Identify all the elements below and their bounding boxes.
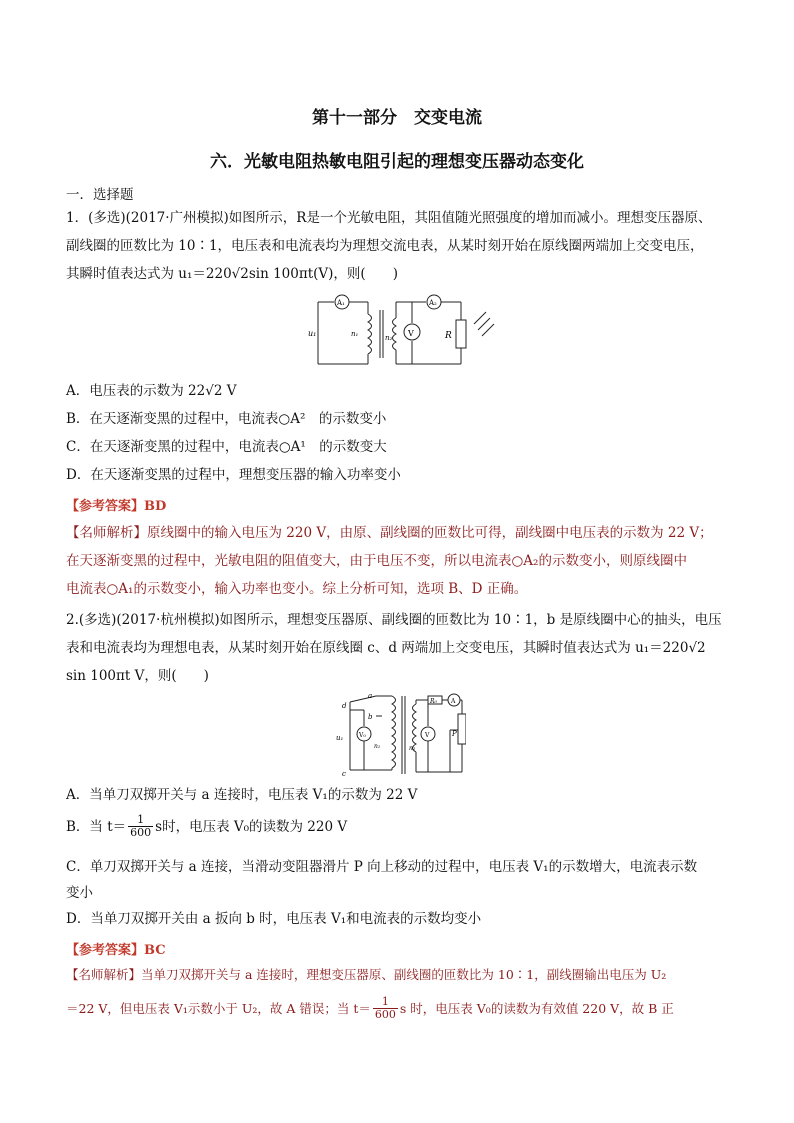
q2-answer: 【参考答案】BC xyxy=(66,943,166,958)
q1-fig-v: V xyxy=(408,329,414,338)
q2-fig-p: P xyxy=(452,730,457,738)
q1-fig-a2: A₂ xyxy=(429,299,437,307)
q1-option-d: D．在天逐渐变黑的过程中，理想变压器的输入功率变小 xyxy=(66,467,401,483)
q2-option-b-fraction xyxy=(128,814,153,839)
q1-fig-n1: n₁ xyxy=(351,330,359,338)
q2-analysis-line2-prefix: ＝22 V，但电压表 V₁示数小于 U₂，故 A 错误；当 t＝ xyxy=(66,1000,371,1016)
q1-line3: 其瞬时值表达式为 u₁＝220√2sin 100πt(V)，则( ) xyxy=(66,266,398,282)
q1-option-a: A．电压表的示数为 22√2 V xyxy=(66,383,237,399)
q2-fig-n2: n₂ xyxy=(409,745,416,752)
q2-analysis-line1: 【名师解析】当单刀双掷开关与 a 连接时，理想变压器原、副线圈的匝数比为 10∶1，副线圈输出电压为 U₂ xyxy=(66,967,667,982)
q2-option-b xyxy=(66,814,347,839)
section-title: 六．光敏电阻热敏电阻引起的理想变压器动态变化 xyxy=(210,152,584,172)
q1-option-b: B．在天逐渐变黑的过程中，电流表○A² 的示数变小 xyxy=(66,411,387,427)
q2-option-b-numerator: 1 xyxy=(128,814,153,827)
q1-fig-u1: u₁ xyxy=(308,329,317,338)
q1-analysis-line1: 【名师解析】原线圈中的输入电压为 220 V，由原、副线圈的匝数比可得，副线圈中电压表的示数为 22 V； xyxy=(66,525,713,541)
section-heading: 一．选择题 xyxy=(66,187,134,203)
q2-analysis-line2 xyxy=(66,996,674,1021)
q1-option-c: C．在天逐渐变黑的过程中，电流表○A¹ 的示数变大 xyxy=(66,439,387,455)
q2-option-c-line1: C．单刀双掷开关与 a 连接，当滑动变阻器滑片 P 向上移动的过程中，电压表 V₁的示数增大，电流表示数 xyxy=(66,859,698,875)
q1-fig-a1: A₁ xyxy=(337,299,345,307)
q2-circuit-diagram xyxy=(336,690,466,780)
part-title: 第十一部分 交变电流 xyxy=(312,108,482,128)
q1-circuit-diagram xyxy=(306,292,496,372)
q2-analysis-line2-suffix: s 时，电压表 V₀的读数为有效值 220 V，故 B 正 xyxy=(399,1000,674,1016)
q2-fig-r0: R₀ xyxy=(430,698,437,705)
q2-analysis-fraction xyxy=(373,996,398,1021)
q2-option-b-denominator: 600 xyxy=(130,826,152,839)
q1-analysis-line2: 在天逐渐变黑的过程中，光敏电阻的阻值变大，由于电压不变，所以电流表○A₂的示数变小，则原线圈中 xyxy=(66,553,687,569)
q1-line1: 1．(多选)(2017·广州模拟)如图所示，R是一个光敏电阻，其阻值随光照强度的增加而减小。理想变压器原、 xyxy=(66,210,712,226)
q2-fig-c: c xyxy=(342,770,346,778)
q2-fig-v1: V xyxy=(425,732,430,739)
q1-fig-n2: n₂ xyxy=(385,334,393,342)
q2-fig-u1: u₁ xyxy=(336,734,344,742)
q1-line2: 副线圈的匝数比为 10∶1，电压表和电流表均为理想交流电表，从某时刻开始在原线圈两端加上交变电压， xyxy=(66,238,704,254)
q2-option-b-prefix: B．当 t＝ xyxy=(66,818,127,835)
q2-option-b-suffix: s时，电压表 V₀的读数为 220 V xyxy=(155,818,348,835)
q2-option-a: A．当单刀双掷开关与 a 连接时，电压表 V₁的示数为 22 V xyxy=(66,787,418,803)
q2-fig-b: b xyxy=(368,713,373,721)
q1-fig-r: R xyxy=(445,331,452,341)
q2-fig-ammeter: A xyxy=(451,698,456,705)
q2-analysis-denominator: 600 xyxy=(374,1008,396,1021)
q2-line2: 表和电流表均为理想电表，从某时刻开始在原线圈 c、d 两端加上交变电压，其瞬时值表达式为 u₁＝220√2 xyxy=(66,640,706,656)
q2-line3: sin 100πt V，则( ) xyxy=(66,668,209,684)
q2-option-c-line2: 变小 xyxy=(66,885,93,901)
q2-fig-n1: n₁ xyxy=(374,743,381,750)
q1-analysis-line3: 电流表○A₁的示数变小，输入功率也变小。综上分析可知，选项 B、D 正确。 xyxy=(66,581,528,597)
q1-answer: 【参考答案】BD xyxy=(66,499,167,514)
q2-fig-d: d xyxy=(342,702,347,710)
q2-analysis-numerator: 1 xyxy=(373,996,398,1009)
q2-line1: 2.(多选)(2017·杭州模拟)如图所示，理想变压器原、副线圈的匝数比为 10∶1，b 是原线圈中心的抽头，电压 xyxy=(66,612,722,628)
q2-fig-a: a xyxy=(368,692,373,700)
q2-fig-v0: V₀ xyxy=(359,732,366,739)
q2-option-d: D．当单刀双掷开关由 a 扳向 b 时，电压表 V₁和电流表的示数均变小 xyxy=(66,911,482,927)
